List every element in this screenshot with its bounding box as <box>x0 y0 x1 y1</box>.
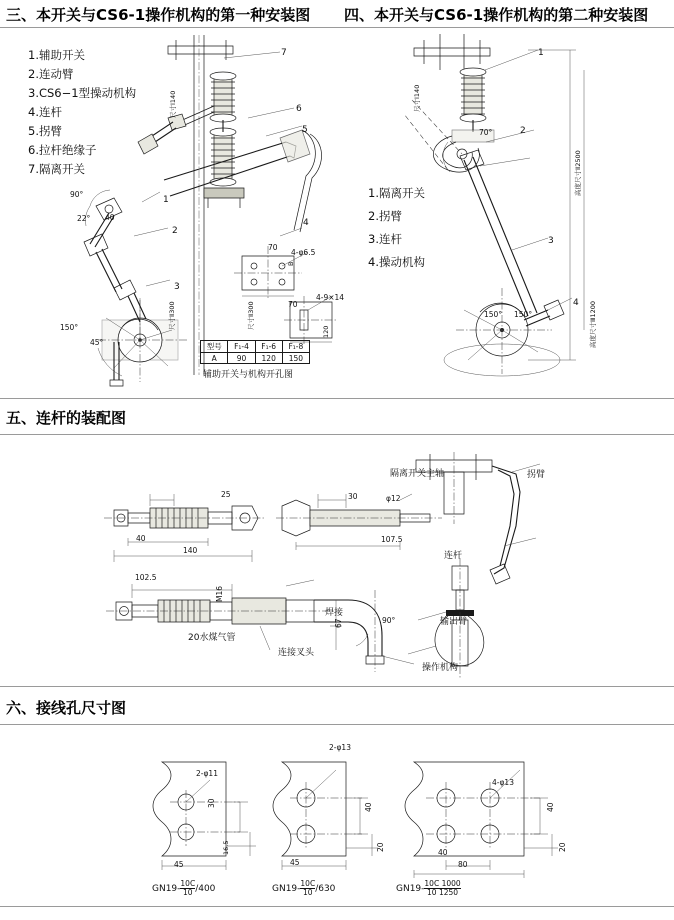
th: F₁-4 <box>228 341 255 353</box>
divider-6 <box>0 906 674 907</box>
dim-size-3: 尺寸Ⅱ300 <box>247 301 255 330</box>
dim-4-phi65: 4-φ6.5 <box>291 248 316 257</box>
td: A <box>201 353 228 364</box>
dim-size-1b: 尺寸Ⅰ140 <box>413 84 421 112</box>
dim-40e: 40 <box>546 802 555 812</box>
dim-4-9x14: 4-9×14 <box>316 293 345 302</box>
spec-table <box>200 340 310 364</box>
legend-item: 7.隔离开关 <box>28 162 85 176</box>
section-title-5: 五、连杆的装配图 <box>6 409 127 427</box>
legend-item: 5.拐臂 <box>28 124 62 138</box>
dim-70: 70 <box>288 300 298 309</box>
angle-45: 45° <box>90 338 104 347</box>
table-row <box>201 353 310 364</box>
th: F₁-6 <box>255 341 282 353</box>
dim-M16: M16 <box>215 585 224 602</box>
dim-25: 25 <box>221 490 231 499</box>
model-label-2: GN19- $\frac{10C}{10}$ /630 <box>272 879 336 897</box>
dim-B: B <box>287 261 295 266</box>
hole-spec-1: 2-φ11 <box>196 769 218 778</box>
detail-label-A: 70 <box>268 243 278 252</box>
divider-1 <box>0 27 674 28</box>
divider-4 <box>0 686 674 687</box>
section-title-3: 三、本开关与CS6-1操作机构的第一种安装图 <box>6 6 311 24</box>
label-main-shaft: 隔离开关主轴 <box>390 469 445 479</box>
callout-5: 5 <box>302 125 308 135</box>
terminal-hole-figure-2 <box>262 752 392 877</box>
legend-item: 4.操动机构 <box>368 255 425 269</box>
label-mechanism: 操作机构 <box>422 663 459 673</box>
label-output-arm: 输出臂 <box>440 617 468 627</box>
dim-120: 120 <box>322 325 330 338</box>
callout-6: 6 <box>296 104 302 114</box>
hole-spec-2: 2-φ13 <box>329 743 351 752</box>
angle-70: 70° <box>479 128 493 137</box>
detail-caption: 辅助开关与机构开孔图 <box>203 370 294 380</box>
label-fork-joint: 连接叉头 <box>278 648 315 658</box>
legend-item: 3.连杆 <box>368 232 402 246</box>
legend-item: 6.拉杆绝缘子 <box>28 143 97 157</box>
callout-4: 4 <box>303 218 309 228</box>
callout-4-3: 3 <box>548 236 554 246</box>
td: 150 <box>282 353 309 364</box>
dim-height-3: 高度尺寸Ⅲ1200 <box>589 300 597 348</box>
dim-40b: 40 <box>136 534 146 543</box>
linkage-assembly-drawing <box>100 450 570 685</box>
model-label-1: GN19- $\frac{10C}{10}$ /400 <box>152 879 216 897</box>
dim-20b: 20 <box>558 842 567 852</box>
divider-2 <box>0 398 674 399</box>
dim-30b: 30 <box>207 798 216 808</box>
dim-size-2: 尺寸Ⅱ300 <box>168 301 176 330</box>
th: 型号 <box>201 341 228 353</box>
angle-150-b: 150° <box>484 310 503 319</box>
legend-item: 4.连杆 <box>28 105 62 119</box>
angle-150-a: 150° <box>514 310 533 319</box>
callout-2: 2 <box>172 226 178 236</box>
label-weld: 焊接 <box>325 608 344 618</box>
dim-40: 40 <box>105 213 115 222</box>
angle-22: 22° <box>77 214 91 223</box>
dim-102-5: 102.5 <box>135 573 157 582</box>
td: 120 <box>255 353 282 364</box>
angle-150: 150° <box>60 323 79 332</box>
callout-3: 3 <box>174 282 180 292</box>
dim-30: 30 <box>348 492 358 501</box>
label-crank-arm: 拐臂 <box>527 470 546 480</box>
terminal-hole-figure-3 <box>400 748 580 878</box>
label-gas-pipe: 20水煤气管 <box>188 633 236 643</box>
legend-item: 2.连动臂 <box>28 67 74 81</box>
dim-45: 45 <box>174 860 184 869</box>
angle-90: 90° <box>70 190 84 199</box>
section-title-6: 六、接线孔尺寸图 <box>6 699 127 717</box>
callout-7: 7 <box>281 48 287 58</box>
model-label-3: GN19- $\frac{10C 1000}{10 1250}$ <box>396 879 461 897</box>
dim-40d: 40 <box>438 848 448 857</box>
hole-spec-3: 4-φ13 <box>492 778 514 787</box>
dim-40c: 40 <box>364 802 373 812</box>
callout-1: 1 <box>163 195 169 205</box>
legend-list-sec4 <box>368 182 425 274</box>
callout-4-2: 2 <box>520 126 526 136</box>
dim-phi12: φ12 <box>386 494 401 503</box>
dim-80: 80 <box>458 860 468 869</box>
th: F₁-8 <box>282 341 309 353</box>
td: 90 <box>228 353 255 364</box>
dim-16-5: 16.5 <box>222 840 230 855</box>
section-title-4: 四、本开关与CS6-1操作机构的第二种安装图 <box>344 6 649 24</box>
dim-height-2: 高度尺寸Ⅱ2500 <box>574 150 582 196</box>
callout-4-4: 4 <box>573 298 579 308</box>
dim-67: 67 <box>334 618 343 628</box>
legend-item: 3.CS6−1型操动机构 <box>28 86 137 100</box>
legend-item: 1.隔离开关 <box>368 186 425 200</box>
legend-item: 2.拐臂 <box>368 209 402 223</box>
divider-5 <box>0 724 674 725</box>
dim-45b: 45 <box>290 858 300 867</box>
legend-item: 1.辅助开关 <box>28 48 85 62</box>
label-link-rod: 连杆 <box>444 551 463 561</box>
dim-90deg: 90° <box>382 616 396 625</box>
dim-107-5: 107.5 <box>381 535 403 544</box>
table-header-row <box>201 341 310 353</box>
callout-4-1: 1 <box>538 48 544 58</box>
dim-140: 140 <box>183 546 198 555</box>
dim-20: 20 <box>376 842 385 852</box>
divider-3 <box>0 434 674 435</box>
dim-size-1: 尺寸Ⅰ140 <box>169 90 177 118</box>
